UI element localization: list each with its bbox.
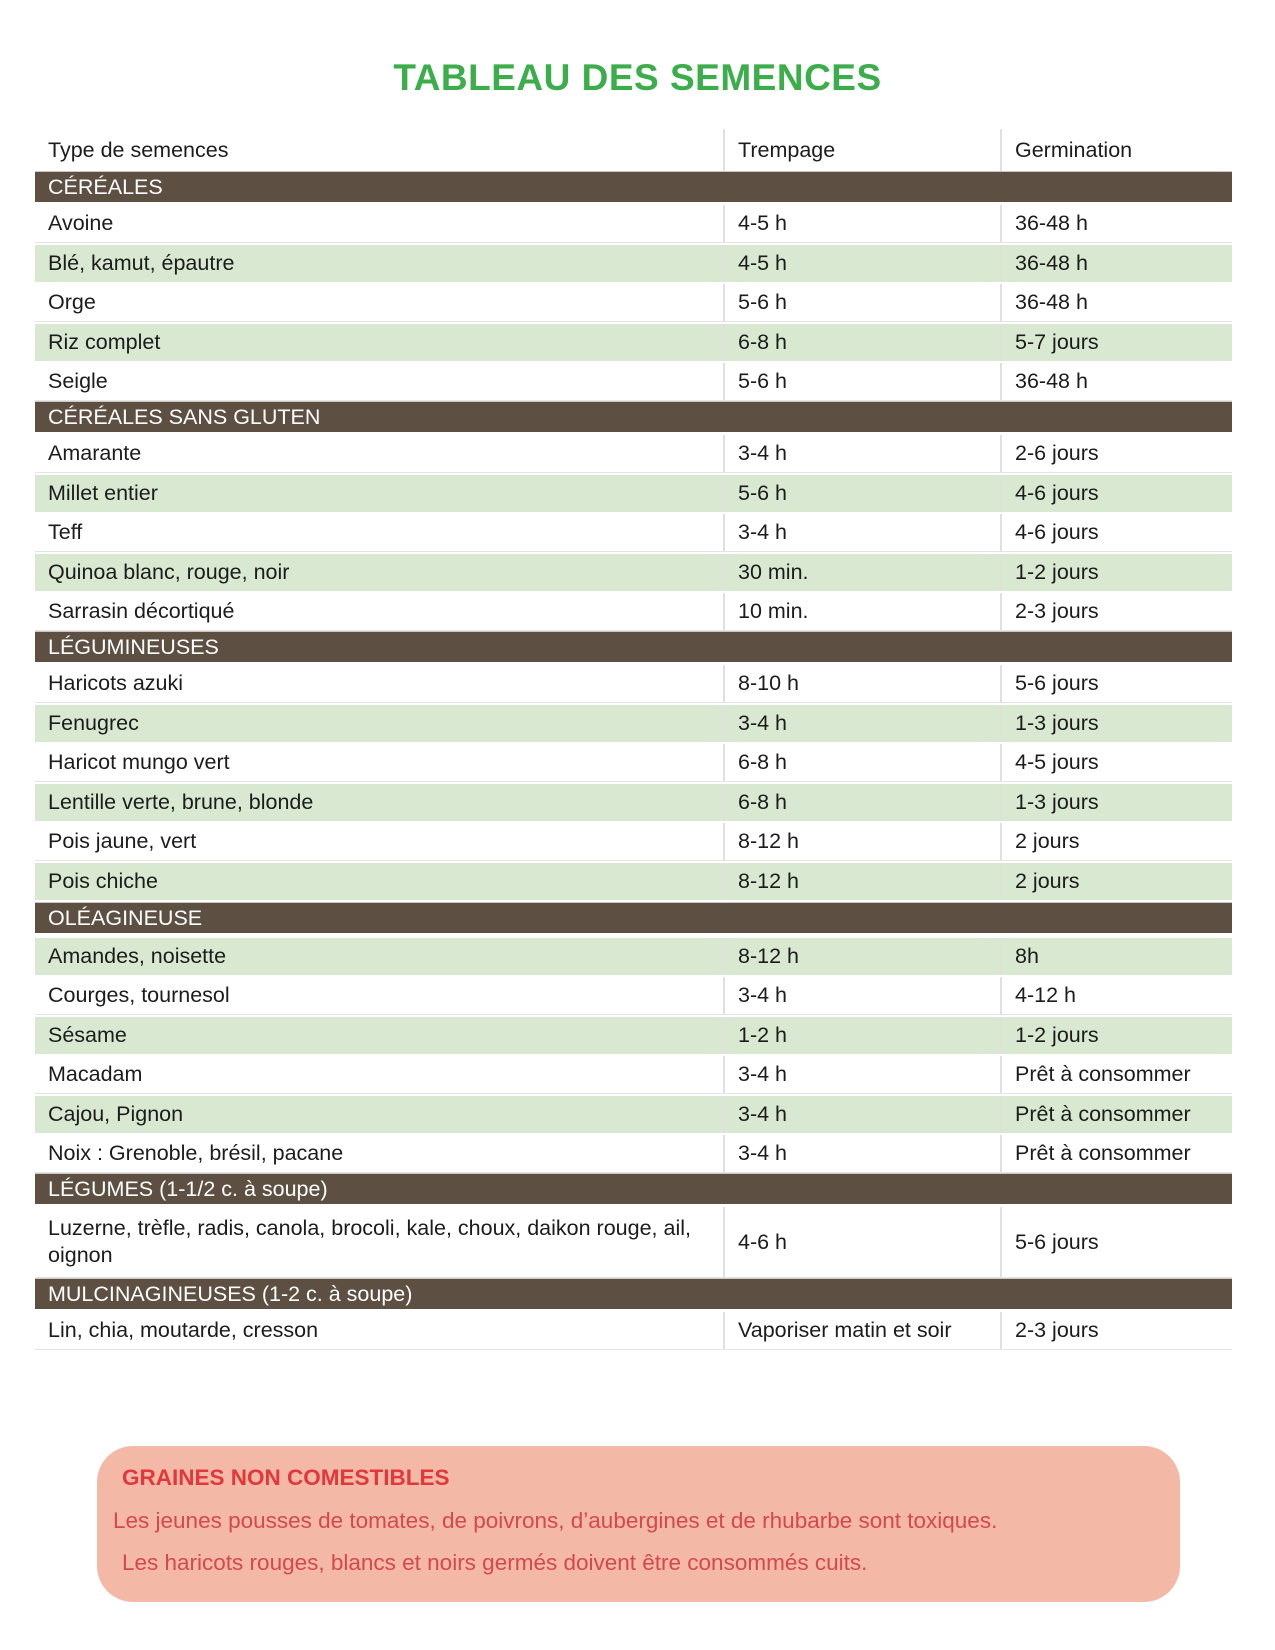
cell-type: Riz complet <box>48 330 161 355</box>
table-row <box>35 473 1232 514</box>
table-row <box>35 514 1232 552</box>
cell-type: Orge <box>48 290 96 315</box>
cell-type: Amandes, noisette <box>48 944 227 969</box>
table-row <box>35 665 1232 703</box>
table-row <box>35 861 1232 902</box>
table-header-row <box>35 129 1232 171</box>
cell-type: Quinoa blanc, rouge, noir <box>48 560 290 585</box>
table-row <box>35 936 1232 977</box>
cell-trempage: 3-4 h <box>723 1135 1000 1172</box>
cell-type: Amarante <box>48 441 142 466</box>
section-header: CÉRÉALES <box>35 171 1232 202</box>
column-header-germination: Germination <box>1000 129 1232 171</box>
cell-trempage: 3-4 h <box>723 705 1000 742</box>
cell-trempage: 8-12 h <box>723 823 1000 860</box>
cell-trempage: 8-12 h <box>723 863 1000 900</box>
cell-germination: 36-48 h <box>1000 245 1232 282</box>
cell-trempage: 3-4 h <box>723 514 1000 551</box>
cell-type: Haricots azuki <box>48 671 184 696</box>
cell-type: Sarrasin décortiqué <box>48 599 235 624</box>
cell-type: Teff <box>48 520 83 545</box>
table-row <box>35 782 1232 823</box>
cell-trempage: 3-4 h <box>723 1056 1000 1093</box>
cell-type: Pois chiche <box>48 869 158 894</box>
cell-trempage: 10 min. <box>723 593 1000 630</box>
cell-germination: 5-7 jours <box>1000 324 1232 361</box>
cell-germination: 4-5 jours <box>1000 744 1232 781</box>
cell-trempage: 30 min. <box>723 554 1000 591</box>
cell-trempage: 5-6 h <box>723 363 1000 400</box>
warning-line: Les haricots rouges, blancs et noirs germés doivent être consommés cuits. <box>122 1550 868 1575</box>
table-body <box>35 171 1232 1350</box>
cell-germination: 1-3 jours <box>1000 784 1232 821</box>
cell-trempage: 3-4 h <box>723 435 1000 472</box>
cell-trempage: 6-8 h <box>723 744 1000 781</box>
cell-germination: 8h <box>1000 938 1232 975</box>
cell-germination: 4-6 jours <box>1000 514 1232 551</box>
table-row <box>35 322 1232 363</box>
cell-germination: 36-48 h <box>1000 284 1232 321</box>
cell-germination: 1-2 jours <box>1000 554 1232 591</box>
cell-germination: 5-6 jours <box>1000 665 1232 702</box>
cell-germination: 2 jours <box>1000 823 1232 860</box>
table-row <box>35 823 1232 861</box>
cell-type: Avoine <box>48 211 114 236</box>
cell-germination: 5-6 jours <box>1000 1207 1232 1277</box>
table-row <box>35 1015 1232 1056</box>
cell-trempage: 4-5 h <box>723 245 1000 282</box>
cell-germination: 4-12 h <box>1000 977 1232 1014</box>
table-row <box>35 1094 1232 1135</box>
cell-trempage: 8-10 h <box>723 665 1000 702</box>
cell-type: Lentille verte, brune, blonde <box>48 790 314 815</box>
table-row <box>35 552 1232 593</box>
cell-type: Pois jaune, vert <box>48 829 197 854</box>
table-row <box>35 593 1232 631</box>
cell-trempage: 1-2 h <box>723 1017 1000 1054</box>
table-row <box>35 1056 1232 1094</box>
cell-type: Courges, tournesol <box>48 983 230 1008</box>
cell-type: Macadam <box>48 1062 143 1087</box>
table-row <box>35 1312 1232 1350</box>
cell-germination: 36-48 h <box>1000 205 1232 242</box>
cell-germination: 2-3 jours <box>1000 1312 1232 1349</box>
cell-trempage: 3-4 h <box>723 977 1000 1014</box>
cell-type: Cajou, Pignon <box>48 1102 184 1127</box>
cell-trempage: 3-4 h <box>723 1096 1000 1133</box>
section-header: OLÉAGINEUSE <box>35 902 1232 933</box>
warning-box <box>97 1446 1180 1602</box>
cell-type: Noix : Grenoble, brésil, pacane <box>48 1141 344 1166</box>
cell-type: Haricot mungo vert <box>48 750 230 775</box>
cell-germination: 2 jours <box>1000 863 1232 900</box>
seed-table <box>35 129 1232 1350</box>
table-row <box>35 363 1232 401</box>
cell-germination: 2-3 jours <box>1000 593 1232 630</box>
table-row <box>35 435 1232 473</box>
column-header-type: Type de semences <box>48 137 229 162</box>
cell-type: Fenugrec <box>48 711 139 736</box>
cell-trempage: 6-8 h <box>723 324 1000 361</box>
page-title: TABLEAU DES SEMENCES <box>393 57 882 98</box>
cell-type: Lin, chia, moutarde, cresson <box>48 1318 319 1343</box>
cell-trempage: 6-8 h <box>723 784 1000 821</box>
cell-type: Sésame <box>48 1023 127 1048</box>
warning-line: Les jeunes pousses de tomates, de poivrons, d’aubergines et de rhubarbe sont toxiques. <box>113 1508 998 1533</box>
section-header: MULCINAGINEUSES (1-2 c. à soupe) <box>35 1278 1232 1309</box>
cell-trempage: 5-6 h <box>723 475 1000 512</box>
cell-trempage: Vaporiser matin et soir <box>723 1312 1000 1349</box>
table-row <box>35 703 1232 744</box>
table-row <box>35 1207 1232 1278</box>
cell-type: Luzerne, trèfle, radis, canola, brocoli, kale, choux, daikon rouge, ail, oignon <box>48 1216 691 1267</box>
cell-germination: Prêt à consommer <box>1000 1135 1232 1172</box>
cell-trempage: 5-6 h <box>723 284 1000 321</box>
table-row <box>35 205 1232 243</box>
table-row <box>35 243 1232 284</box>
cell-trempage: 4-5 h <box>723 205 1000 242</box>
table-row <box>35 1135 1232 1173</box>
cell-trempage: 8-12 h <box>723 938 1000 975</box>
cell-germination: Prêt à consommer <box>1000 1056 1232 1093</box>
table-row <box>35 744 1232 782</box>
cell-germination: 4-6 jours <box>1000 475 1232 512</box>
section-header: LÉGUMES (1-1/2 c. à soupe) <box>35 1173 1232 1204</box>
cell-germination: 36-48 h <box>1000 363 1232 400</box>
cell-type: Blé, kamut, épautre <box>48 251 235 276</box>
table-row <box>35 284 1232 322</box>
column-header-trempage: Trempage <box>723 129 1000 171</box>
cell-germination: Prêt à consommer <box>1000 1096 1232 1133</box>
warning-box-title: GRAINES NON COMESTIBLES <box>122 1465 450 1490</box>
section-header: LÉGUMINEUSES <box>35 631 1232 662</box>
section-header: CÉRÉALES SANS GLUTEN <box>35 401 1232 432</box>
table-row <box>35 977 1232 1015</box>
cell-trempage: 4-6 h <box>723 1207 1000 1277</box>
cell-germination: 1-2 jours <box>1000 1017 1232 1054</box>
cell-germination: 1-3 jours <box>1000 705 1232 742</box>
cell-type: Millet entier <box>48 481 158 506</box>
cell-germination: 2-6 jours <box>1000 435 1232 472</box>
cell-type: Seigle <box>48 369 108 394</box>
